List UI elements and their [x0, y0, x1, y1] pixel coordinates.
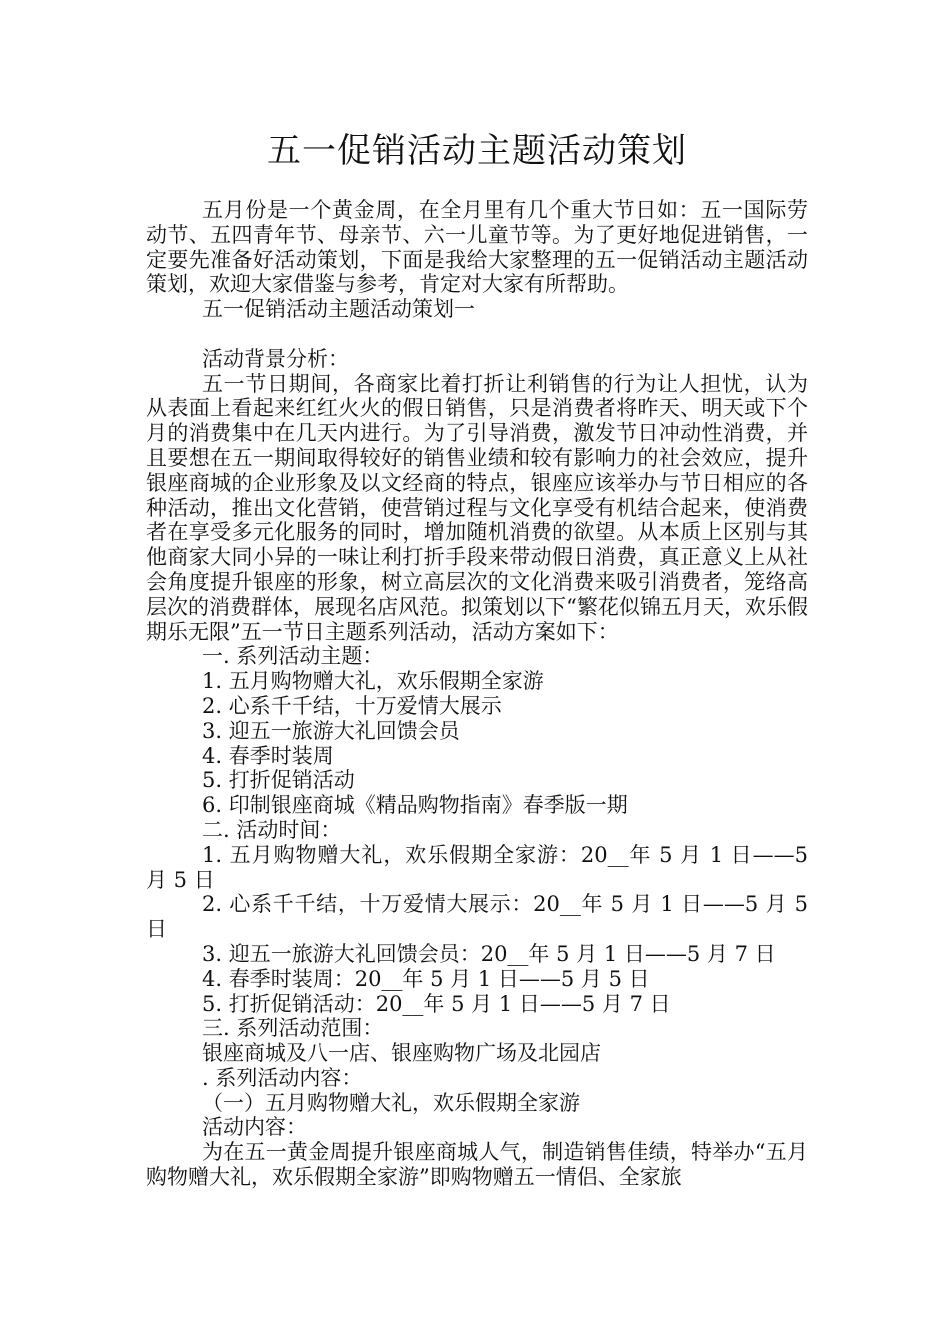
section-heading-themes: 一. 系列活动主题：	[202, 644, 384, 669]
content-paragraph: 为在五一黄金周提升银座商城人气，制造销售佳绩，特举办“五月购物赠大礼，欢乐假期全家游”即购物赠五一情侣、全家旅	[146, 1140, 808, 1190]
theme-item: 5. 打折促销活动	[202, 768, 355, 793]
time-item: 2. 心系千千结，十万爱情大展示：20__年 5 月 1 日——5 月 5 日	[146, 892, 808, 942]
section-heading-content: . 系列活动内容：	[202, 1065, 363, 1090]
theme-item: 4. 春季时装周	[202, 743, 334, 768]
section-heading-scope: 三. 系列活动范围：	[202, 1016, 384, 1041]
plan-heading: 五一促销活动主题活动策划一	[202, 297, 475, 322]
theme-item: 3. 迎五一旅游大礼回馈会员	[202, 718, 460, 743]
theme-item: 1. 五月购物赠大礼，欢乐假期全家游	[202, 669, 544, 694]
time-item: 4. 春季时装周：20__年 5 月 1 日——5 月 5 日	[202, 966, 650, 991]
document-body	[146, 198, 808, 1190]
subsection-heading: （一）五月购物赠大礼，欢乐假期全家游	[202, 1090, 580, 1115]
blank-line	[146, 322, 808, 347]
background-paragraph: 五一节日期间，各商家比着打折让利销售的行为让人担忧，认为从表面上看起来红红火火的假日销售，只是消费者将昨天、明天或下个月的消费集中在几天内进行。为了引导消费，激发节日冲动性消费，并且要想在五一期间取得较好的销售业绩和较有影响力的社会效应，提升银座商城的企业形象及以文经商的特点，银座应该举办与节日相应的各种活动，推出文化营销，使营销过程与文化享受有机结合起来，使消费者在享受多元化服务的同时，增加随机消费的欲望。从本质上区别与其他商家大同小异的一味让利打折手段来带动假日消费，真正意义上从社会角度提升银座的形象，树立高层次的文化消费来吸引消费者，笼络高层次的消费群体，展现名店风范。拟策划以下“繁花似锦五月天，欢乐假期乐无限”五一节日主题系列活动，活动方案如下：	[146, 371, 808, 644]
document-title: 五一促销活动主题活动策划	[267, 131, 687, 171]
time-item: 1. 五月购物赠大礼，欢乐假期全家游：20__年 5 月 1 日——5 月 5 日	[146, 842, 808, 892]
scope-text: 银座商城及八一店、银座购物广场及北园店	[202, 1041, 601, 1066]
section-heading-time: 二. 活动时间：	[202, 817, 342, 842]
time-item: 3. 迎五一旅游大礼回馈会员：20__年 5 月 1 日——5 月 7 日	[202, 941, 776, 966]
intro-paragraph: 五月份是一个黄金周，在全月里有几个重大节日如：五一国际劳动节、五四青年节、母亲节、六一儿童节等。为了更好地促进销售，一定要先准备好活动策划，下面是我给大家整理的五一促销活动主题活动策划，欢迎大家借鉴与参考，肯定对大家有所帮助。	[146, 198, 808, 297]
content-label: 活动内容：	[202, 1115, 307, 1140]
theme-item: 6. 印制银座商城《精品购物指南》春季版一期	[202, 793, 628, 818]
background-heading: 活动背景分析：	[202, 346, 349, 371]
theme-item: 2. 心系千千结，十万爱情大展示	[202, 693, 502, 718]
time-item: 5. 打折促销活动：20__年 5 月 1 日——5 月 7 日	[202, 991, 671, 1016]
